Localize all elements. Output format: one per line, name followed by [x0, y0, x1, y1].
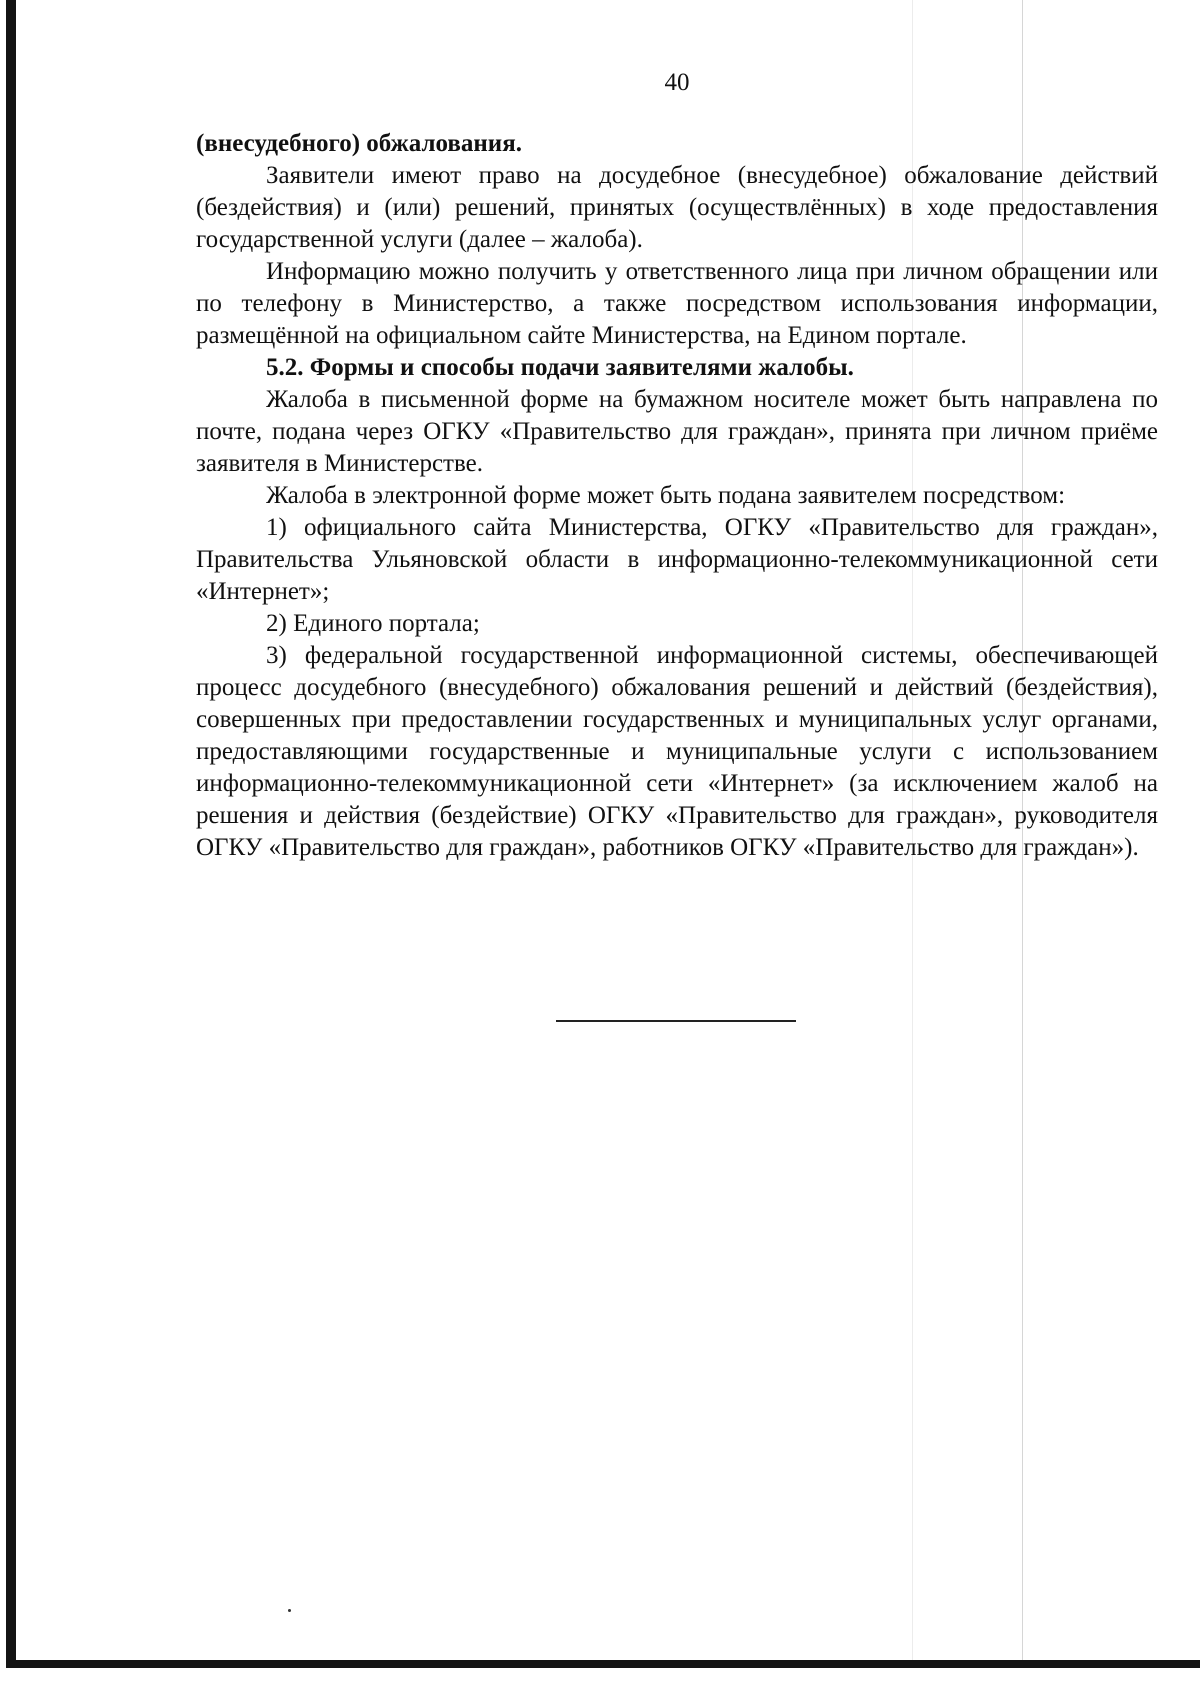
scan-speck: [288, 1609, 291, 1612]
document-body: [196, 128, 1158, 864]
scan-left-edge: [6, 0, 16, 1668]
paragraph-paper-complaint: Жалоба в письменной форме на бумажном носителе может быть направлена по почте, подана через ОГКУ «Правительство для граждан», принята при личном приёме заявителя в Министерстве.: [196, 386, 1158, 477]
end-of-section-rule: [556, 1020, 796, 1022]
paragraph-right-to-appeal: Заявители имеют право на досудебное (внесудебное) обжалование действий (бездействия) и (или) решений, принятых (осуществлённых) в ходе предоставления государственной услуги (далее – жалоба).: [196, 162, 1158, 253]
page-number: 40: [664, 69, 690, 96]
list-item-1: 1) официального сайта Министерства, ОГКУ «Правительство для граждан», Правительства Ульяновской области в информационно-телекоммуникационной сети «Интернет»;: [196, 514, 1158, 605]
scan-bottom-edge: [6, 1660, 1200, 1668]
paragraph-information-sources: Информацию можно получить у ответственного лица при личном обращении или по телефону в Министерство, а также посредством использования информации, размещённой на официальном сайте Министерства, на Едином портале.: [196, 258, 1158, 349]
paragraph-electronic-complaint: Жалоба в электронной форме может быть подана заявителем посредством:: [266, 482, 1066, 509]
list-item-2: 2) Единого портала;: [266, 610, 480, 637]
section-heading-5-2: 5.2. Формы и способы подачи заявителями жалобы.: [266, 354, 854, 381]
list-item-3: 3) федеральной государственной информационной системы, обеспечивающей процесс досудебного (внесудебного) обжалования решений и действий (бездействия), совершенных при предоставлении государственных и муниципальных услуг органами, предоставляющими государственные и муниципальные услуги с использованием информационно-телекоммуникационной сети «Интернет» (за исключением жалоб на решения и действия (бездействие) ОГКУ «Правительство для граждан», руководителя ОГКУ «Правительство для граждан», работников ОГКУ «Правительство для граждан»).: [196, 642, 1158, 861]
heading-continuation: (внесудебного) обжалования.: [196, 130, 522, 157]
